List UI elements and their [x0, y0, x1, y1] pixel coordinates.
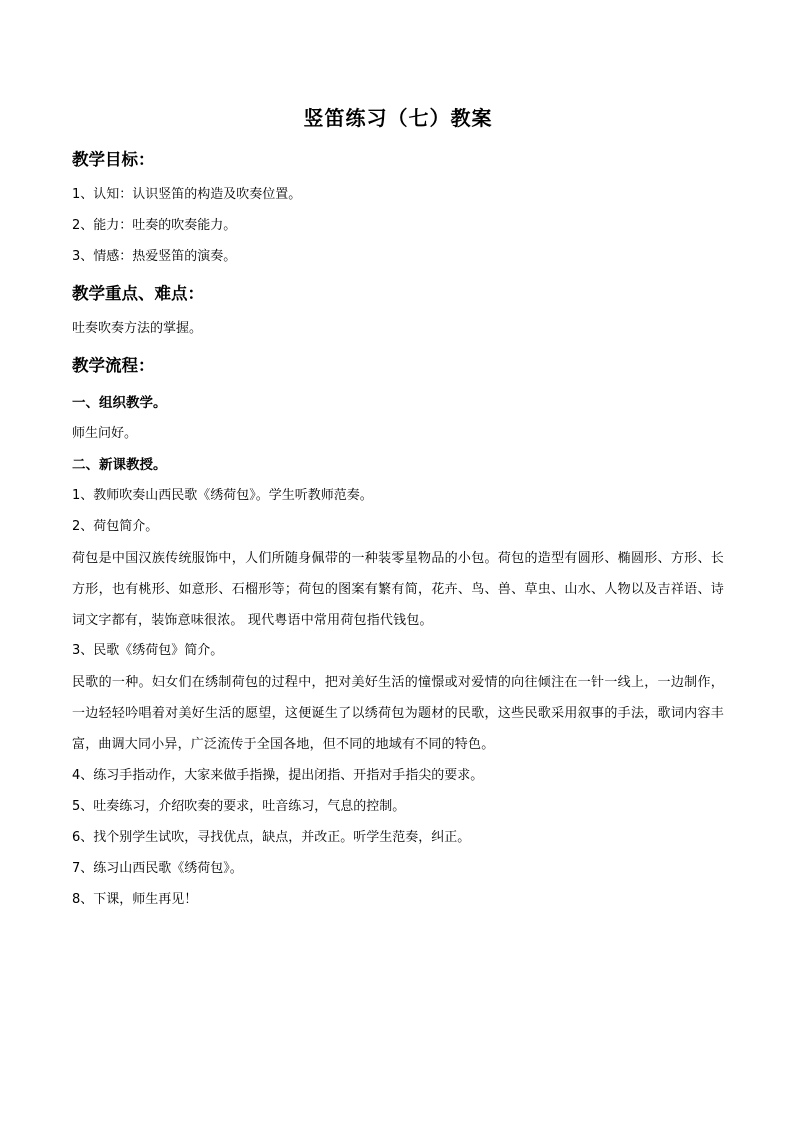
step-6: 6、找个别学生试吹，寻找优点，缺点，并改正。听学生范奏，纠正。: [72, 830, 471, 845]
step-2-paragraph: 荷包是中国汉族传统服饰中，人们所随身佩带的一种装零星物品的小包。荷包的造型有圆形、椭圆形、方形、长方形，也有桃形、如意形、石榴形等；荷包的图案有繁有简，花卉、鸟、兽、草虫、山水、人物以及吉祥语、诗词文字都有，装饰意味很浓。 现代粤语中常用荷包指代钱包。: [72, 551, 724, 628]
step-3: 3、民歌《绣荷包》简介。: [72, 643, 224, 658]
goal-item-2: 2、能力：吐奏的吹奏能力。: [72, 218, 237, 233]
goals-heading: 教学目标：: [72, 150, 155, 169]
key-points-text: 吐奏吹奏方法的掌握。: [72, 321, 203, 336]
step-8: 8、下课，师生再见！: [72, 892, 198, 907]
step-5: 5、吐奏练习，介绍吹奏的要求，吐音练习，气息的控制。: [72, 799, 406, 814]
step-1: 1、教师吹奏山西民歌《绣荷包》。学生听教师范奏。: [72, 488, 373, 503]
section2-heading: 二、新课教授。: [72, 457, 167, 473]
section1-text: 师生问好。: [72, 426, 138, 441]
document-title: 竖笛练习（七）教案: [303, 106, 493, 130]
step-3-paragraph: 民歌的一种。妇女们在绣制荷包的过程中，把对美好生活的憧憬或对爱情的向往倾注在一针一线上，一边制作，一边轻轻吟唱着对美好生活的愿望，这便诞生了以绣荷包为题材的民歌，这些民歌采用叙事的手法，歌词内容丰富，曲调大同小异，广泛流传于全国各地，但不同的地域有不同的特色。: [72, 675, 724, 752]
step-4: 4、练习手指动作，大家来做手指操，提出闭指、开指对手指尖的要求。: [72, 768, 484, 783]
section1-heading: 一、组织教学。: [72, 395, 167, 411]
step-2: 2、荷包简介。: [72, 519, 159, 534]
step-7: 7、练习山西民歌《绣荷包》。: [72, 861, 243, 876]
goal-item-1: 1、认知：认识竖笛的构造及吹奏位置。: [72, 187, 302, 202]
document-page: [72, 0, 732, 1123]
process-heading: 教学流程：: [72, 356, 155, 375]
goal-item-3: 3、情感：热爱竖笛的演奏。: [72, 249, 237, 264]
key-points-heading: 教学重点、难点：: [72, 284, 204, 303]
